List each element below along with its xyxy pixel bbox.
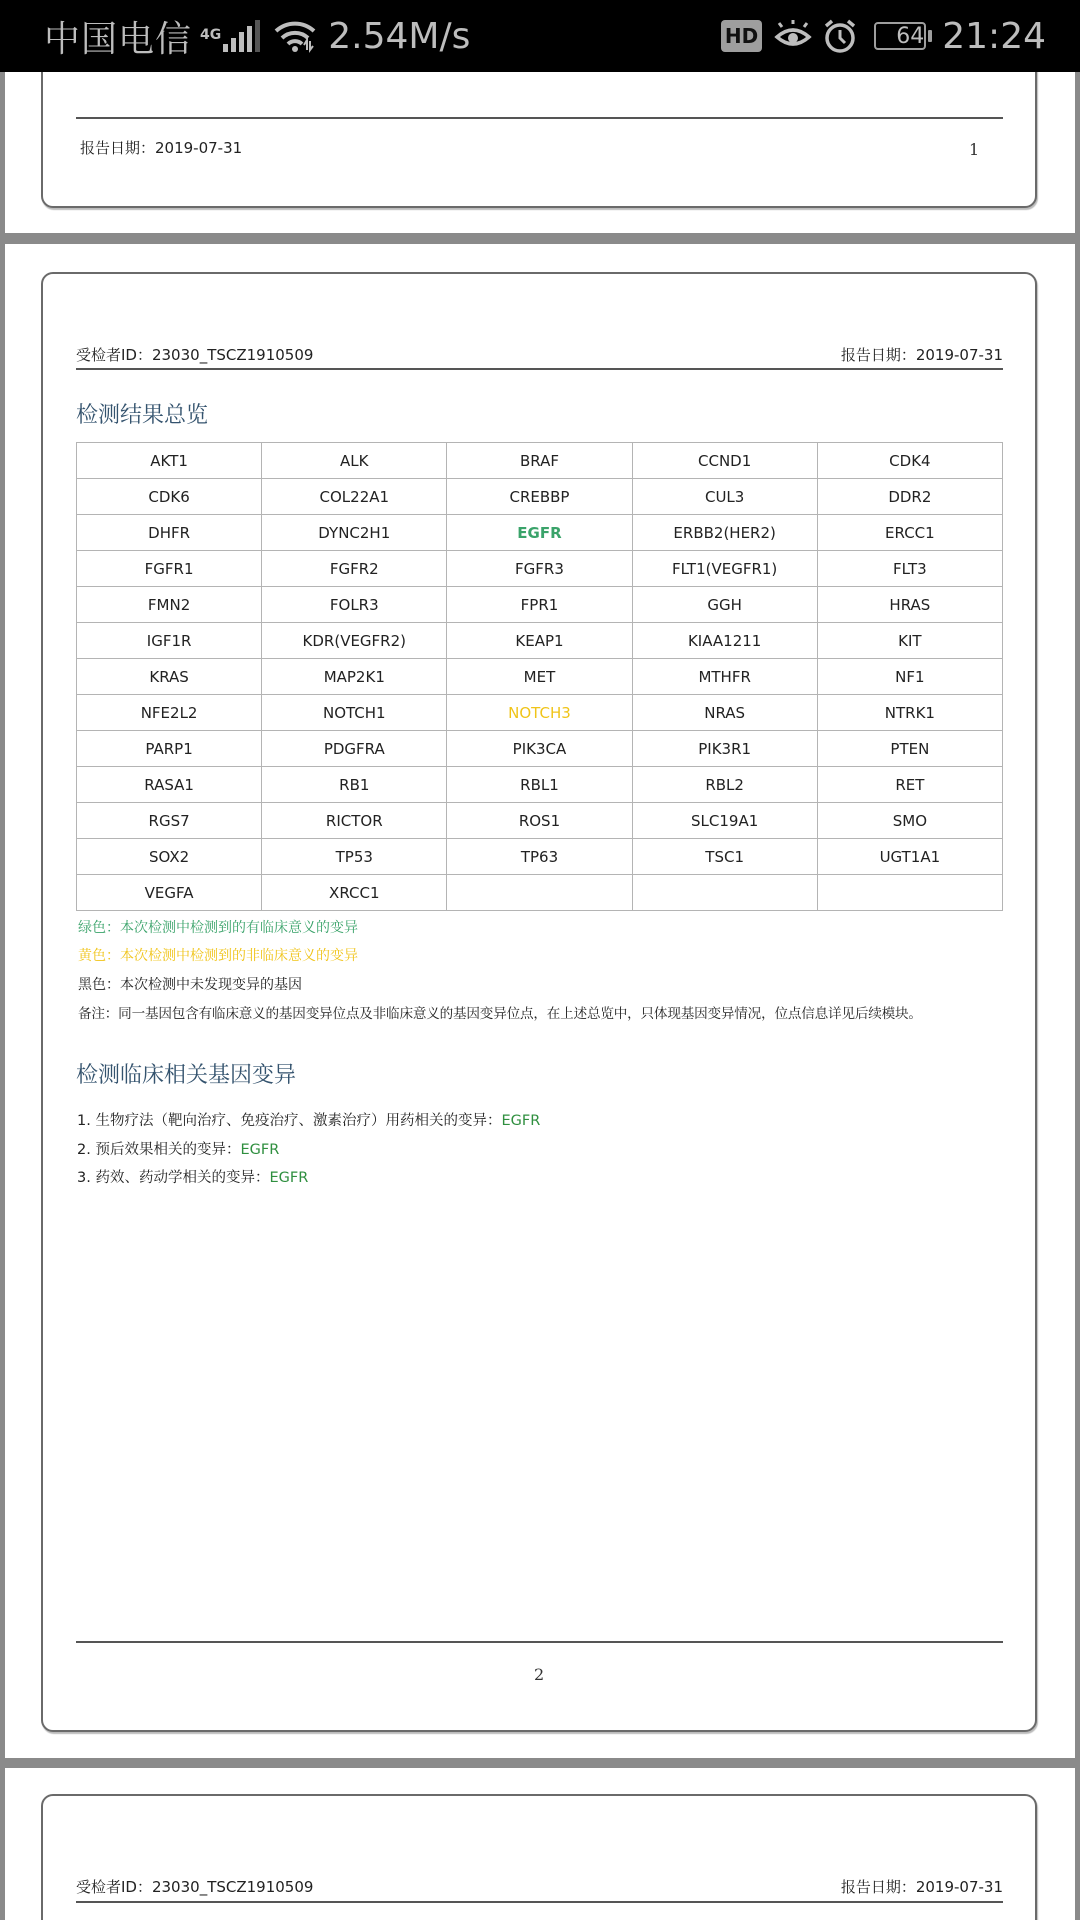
gene-cell: ERCC1 xyxy=(817,515,1002,551)
empty-cell xyxy=(817,875,1002,911)
gene-cell: SOX2 xyxy=(77,839,262,875)
gene-cell: MTHFR xyxy=(632,659,817,695)
gene-cell: NFE2L2 xyxy=(77,695,262,731)
gene-table-row xyxy=(77,731,1003,767)
gene-cell: DDR2 xyxy=(817,479,1002,515)
legend-black: 黑色：本次检测中未发现变异的基因 xyxy=(78,977,302,993)
gene-link-egfr[interactable]: EGFR xyxy=(501,1113,541,1129)
battery-level: 64 xyxy=(896,23,925,49)
gene-cell: PTEN xyxy=(817,731,1002,767)
legend-note: 备注：同一基因包含有临床意义的基因变异位点及非临床意义的基因变异位点，在上述总览中，只体现基因变异情况，位点信息详见后续模块。 xyxy=(78,1006,922,1022)
gene-table-row xyxy=(77,767,1003,803)
gene-cell: FLT3 xyxy=(817,551,1002,587)
gene-cell: CREBBP xyxy=(447,479,632,515)
gene-cell: NOTCH1 xyxy=(262,695,447,731)
clinical-item-3: 3. 药效、药动学相关的变异：EGFR xyxy=(77,1170,309,1186)
pdf-page-3 xyxy=(5,1768,1075,1920)
gene-cell: MET xyxy=(447,659,632,695)
signal-icon xyxy=(223,20,260,52)
gene-cell: PDGFRA xyxy=(262,731,447,767)
gene-cell: GGH xyxy=(632,587,817,623)
gene-table-row xyxy=(77,587,1003,623)
gene-cell: FPR1 xyxy=(447,587,632,623)
gene-cell: RASA1 xyxy=(77,767,262,803)
gene-cell: ERBB2(HER2) xyxy=(632,515,817,551)
patient-id: 受检者ID：23030_TSCZ1910509 xyxy=(76,1878,314,1896)
gene-cell: RBL2 xyxy=(632,767,817,803)
gene-table-row xyxy=(77,695,1003,731)
gene-cell: DHFR xyxy=(77,515,262,551)
gene-cell: NTRK1 xyxy=(817,695,1002,731)
header-rule xyxy=(76,1901,1003,1903)
gene-cell: FGFR1 xyxy=(77,551,262,587)
gene-cell: ROS1 xyxy=(447,803,632,839)
gene-cell: ALK xyxy=(262,443,447,479)
gene-cell: FMN2 xyxy=(77,587,262,623)
legend-yellow: 黄色：本次检测中检测到的非临床意义的变异 xyxy=(78,948,358,964)
gene-cell: TSC1 xyxy=(632,839,817,875)
battery-icon xyxy=(874,22,932,50)
gene-table-row xyxy=(77,659,1003,695)
gene-cell: PARP1 xyxy=(77,731,262,767)
gene-cell: XRCC1 xyxy=(262,875,447,911)
clinical-item-1: 1. 生物疗法（靶向治疗、免疫治疗、激素治疗）用药相关的变异：EGFR xyxy=(77,1113,541,1129)
gene-cell: SLC19A1 xyxy=(632,803,817,839)
gene-cell: PIK3CA xyxy=(447,731,632,767)
clinical-item-2: 2. 预后效果相关的变异：EGFR xyxy=(77,1142,280,1158)
eye-comfort-icon xyxy=(774,19,812,53)
legend-green: 绿色：本次检测中检测到的有临床意义的变异 xyxy=(78,920,358,936)
page-number: 1 xyxy=(969,140,980,159)
pdf-page-2 xyxy=(5,244,1075,1758)
patient-id: 受检者ID：23030_TSCZ1910509 xyxy=(76,346,314,364)
gene-cell: CCND1 xyxy=(632,443,817,479)
gene-cell: TP53 xyxy=(262,839,447,875)
gene-cell: MAP2K1 xyxy=(262,659,447,695)
gene-table-row xyxy=(77,623,1003,659)
gene-cell: KIT xyxy=(817,623,1002,659)
network-type-label: 4G xyxy=(200,26,222,43)
gene-table-row xyxy=(77,515,1003,551)
gene-cell: CDK6 xyxy=(77,479,262,515)
alarm-icon xyxy=(822,18,858,54)
gene-cell: NF1 xyxy=(817,659,1002,695)
gene-cell: KRAS xyxy=(77,659,262,695)
gene-cell: RICTOR xyxy=(262,803,447,839)
gene-cell: RGS7 xyxy=(77,803,262,839)
header-rule xyxy=(76,368,1003,370)
carrier-name: 中国电信 xyxy=(44,18,193,60)
report-date: 报告日期：2019-07-31 xyxy=(840,346,1003,364)
gene-table-row xyxy=(77,479,1003,515)
footer-rule xyxy=(76,117,1003,119)
wifi-icon xyxy=(274,19,316,53)
clock: 21:24 xyxy=(942,15,1046,57)
gene-table-row xyxy=(77,839,1003,875)
gene-cell: FOLR3 xyxy=(262,587,447,623)
gene-link-egfr[interactable]: EGFR xyxy=(269,1170,309,1186)
gene-cell: BRAF xyxy=(447,443,632,479)
report-date: 报告日期：2019-07-31 xyxy=(840,1878,1003,1896)
gene-cell: IGF1R xyxy=(77,623,262,659)
gene-cell: KIAA1211 xyxy=(632,623,817,659)
gene-cell: RBL1 xyxy=(447,767,632,803)
gene-link-egfr[interactable]: EGFR xyxy=(240,1142,280,1158)
gene-cell: EGFR xyxy=(447,515,632,551)
gene-table-row xyxy=(77,551,1003,587)
gene-cell: COL22A1 xyxy=(262,479,447,515)
gene-cell: CUL3 xyxy=(632,479,817,515)
gene-cell: PIK3R1 xyxy=(632,731,817,767)
gene-table-row xyxy=(77,803,1003,839)
gene-table-row xyxy=(77,875,1003,911)
page-number: 2 xyxy=(534,1665,545,1684)
gene-cell: RET xyxy=(817,767,1002,803)
status-bar xyxy=(0,0,1080,72)
gene-cell: VEGFA xyxy=(77,875,262,911)
empty-cell xyxy=(447,875,632,911)
gene-cell: NRAS xyxy=(632,695,817,731)
overview-title: 检测结果总览 xyxy=(76,403,209,428)
gene-cell: FGFR3 xyxy=(447,551,632,587)
hd-icon: HD xyxy=(721,20,762,52)
gene-cell: HRAS xyxy=(817,587,1002,623)
gene-cell: KDR(VEGFR2) xyxy=(262,623,447,659)
gene-cell: KEAP1 xyxy=(447,623,632,659)
gene-cell: AKT1 xyxy=(77,443,262,479)
gene-cell: TP63 xyxy=(447,839,632,875)
gene-table-row xyxy=(77,443,1003,479)
gene-cell: UGT1A1 xyxy=(817,839,1002,875)
footer-report-date: 报告日期：2019-07-31 xyxy=(80,139,243,157)
gene-cell: FLT1(VEGFR1) xyxy=(632,551,817,587)
clinical-title: 检测临床相关基因变异 xyxy=(76,1063,297,1088)
gene-cell: SMO xyxy=(817,803,1002,839)
empty-cell xyxy=(632,875,817,911)
gene-cell: RB1 xyxy=(262,767,447,803)
gene-cell: DYNC2H1 xyxy=(262,515,447,551)
gene-overview-table xyxy=(76,442,1003,911)
gene-cell: FGFR2 xyxy=(262,551,447,587)
gene-cell: NOTCH3 xyxy=(447,695,632,731)
network-speed: 2.54M/s xyxy=(328,15,471,57)
footer-rule xyxy=(76,1641,1003,1643)
gene-cell: CDK4 xyxy=(817,443,1002,479)
